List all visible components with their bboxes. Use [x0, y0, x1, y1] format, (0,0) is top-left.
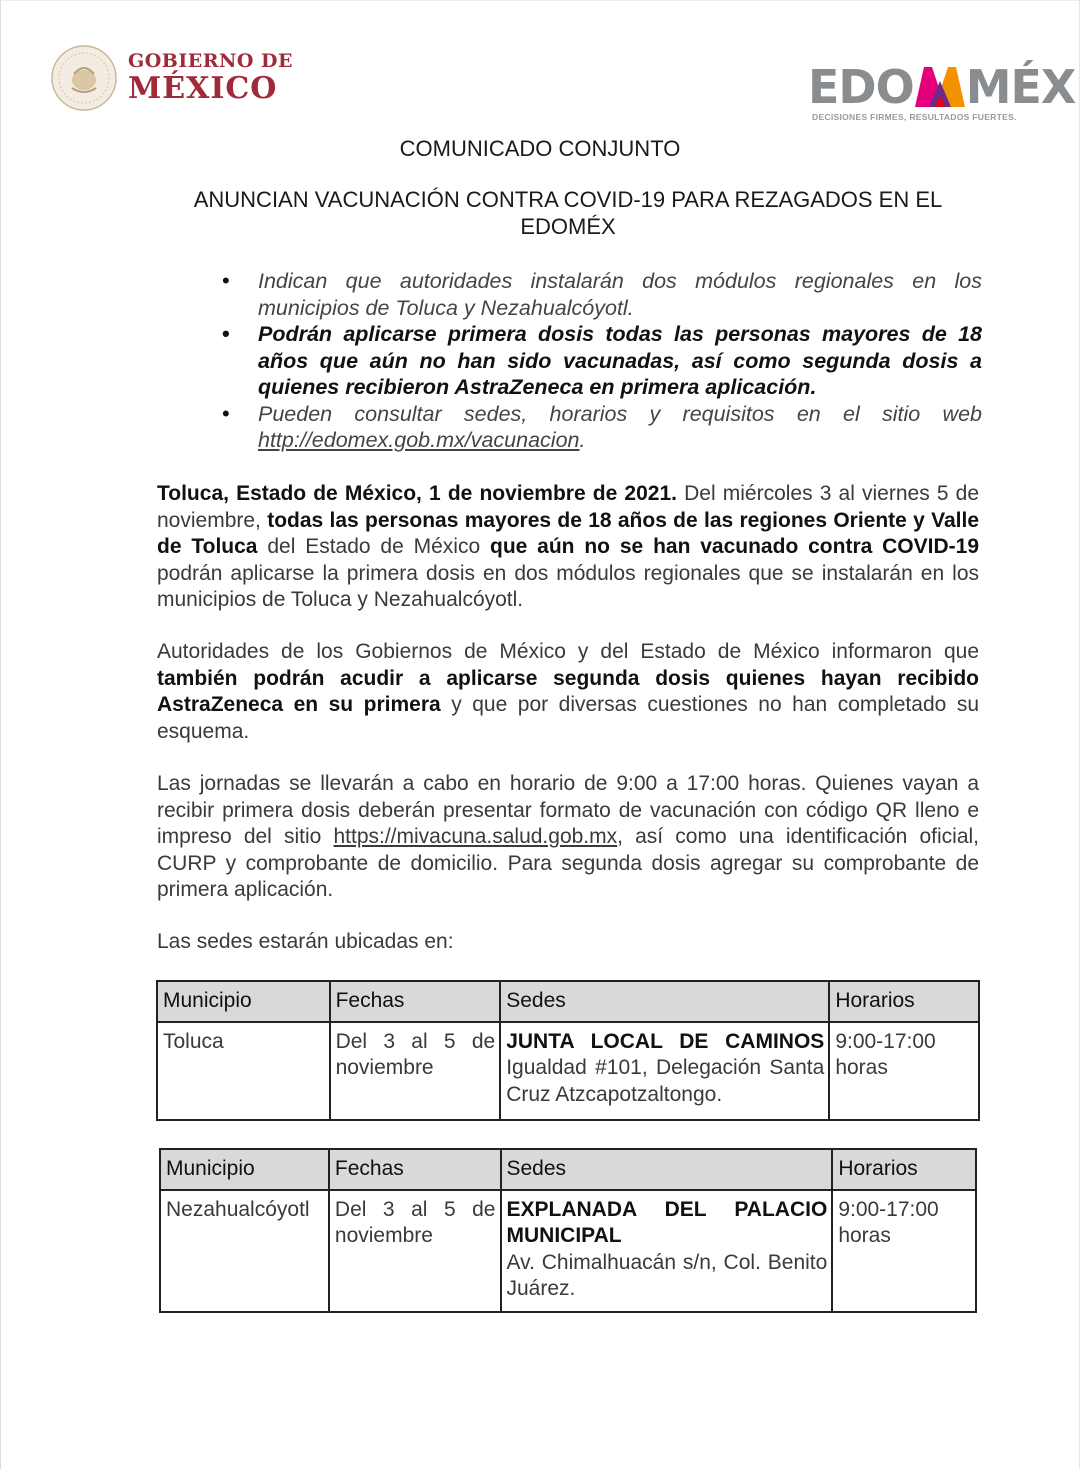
- header-municipio: Municipio: [160, 1149, 329, 1190]
- table-row: [157, 1022, 979, 1120]
- table-header-row: [157, 981, 979, 1022]
- p1-bold-5: que aún no se han vacunado contra COVID-19: [490, 535, 979, 558]
- dateline: Toluca, Estado de México, 1 de noviembre de 2021.: [157, 482, 677, 505]
- header-fechas: Fechas: [330, 981, 501, 1022]
- paragraph-sedes-intro: Las sedes estarán ubicadas en:: [157, 930, 454, 953]
- paragraph-requisitos: [157, 771, 979, 904]
- cell-sede: [501, 1190, 833, 1312]
- p3-text-2: , así como una identificación oficial, CURP y comprobante de domicilio. Para segunda dosis agregar su comprobante de primera aplicación.: [157, 825, 980, 901]
- header-sedes: Sedes: [500, 981, 829, 1022]
- cell-sede: [500, 1022, 829, 1120]
- gobierno-de-mexico-logo: [50, 44, 293, 120]
- page-title: ANUNCIAN VACUNACIÓN CONTRA COVID-19 PARA REZAGADOS EN EL EDOMÉX: [193, 187, 943, 239]
- p1-text-6: podrán aplicarse la primera dosis en dos módulos regionales que se instalarán en los municipios de Toluca y Nezahualcóyotl.: [157, 561, 979, 611]
- header-municipio: Municipio: [157, 981, 330, 1022]
- cell-municipio: Toluca: [157, 1022, 330, 1120]
- paragraph-segunda-dosis: [157, 639, 979, 745]
- edomex-word-edo: EDO: [808, 60, 914, 114]
- sede-name: JUNTA LOCAL DE CAMINOS: [506, 1029, 825, 1053]
- sede-name: EXPLANADA DEL PALACIO MUNICIPAL: [506, 1197, 828, 1247]
- p1-bold-3: todas las personas mayores de 18 años de las regiones Oriente y Valle de Toluca: [157, 508, 980, 558]
- mivacuna-link[interactable]: https://mivacuna.salud.gob.mx: [333, 825, 618, 848]
- cell-horario: 9:00-17:00 horas: [832, 1190, 976, 1312]
- gobierno-de-text: GOBIERNO DE: [128, 50, 293, 72]
- national-seal-icon: [50, 44, 118, 112]
- p1-text-4: del Estado de México: [257, 535, 490, 558]
- cell-fechas: Del 3 al 5 de noviembre: [330, 1022, 501, 1120]
- table-header-row: [160, 1149, 976, 1190]
- bullet-consulta-end: .: [579, 428, 586, 452]
- bullet-consulta-text: Pueden consultar sedes, horarios y requisitos en el sitio web: [258, 401, 982, 426]
- header-horarios: Horarios: [832, 1149, 976, 1190]
- cell-municipio: Nezahualcóyotl: [160, 1190, 329, 1312]
- edomex-tagline: DECISIONES FIRMES, RESULTADOS FUERTES.: [812, 112, 1017, 122]
- header-sedes: Sedes: [501, 1149, 833, 1190]
- cell-horario: 9:00-17:00 horas: [829, 1022, 979, 1120]
- p1-text-2: Del miércoles 3 al viernes 5 de noviembre,: [157, 482, 980, 532]
- edomex-word-mex: MÉX: [965, 60, 1076, 114]
- p2-text-3: y que por diversas cuestiones no han completado su esquema.: [157, 693, 979, 743]
- p2-bold-2: también podrán acudir a aplicarse segunda dosis quienes hayan recibido AstraZeneca en su primera: [157, 666, 979, 716]
- sede-address: Av. Chimalhuacán s/n, Col. Benito Juárez.: [506, 1250, 828, 1300]
- header-horarios: Horarios: [829, 981, 979, 1022]
- edomex-logo: [808, 60, 1076, 126]
- paragraph-intro: [157, 481, 979, 614]
- header-fechas: Fechas: [329, 1149, 501, 1190]
- mexico-text: MÉXICO: [128, 71, 278, 106]
- cell-fechas: Del 3 al 5 de noviembre: [329, 1190, 501, 1312]
- bullet-modulos: • Indican que autoridades instalarán dos módulos regionales en los municipios de Toluca y Nezahualcóyotl.: [222, 268, 982, 321]
- p3-text-1: Las jornadas se llevarán a cabo en horario de 9:00 a 17:00 horas. Quienes vayan a recibir primera dosis deberán presentar formato de vacunación con código QR lleno e impreso del sitio: [157, 772, 979, 848]
- summary-bullets: [222, 268, 982, 454]
- bullet-primera-dosis: • Podrán aplicarse primera dosis todas las personas mayores de 18 años que aún no han sido vacunadas, así como segunda dosis a quienes recibieron AstraZeneca en primera aplicación.: [222, 321, 982, 401]
- p2-text-1: Autoridades de los Gobiernos de México y del Estado de México informaron que: [157, 640, 979, 663]
- sedes-table-nezahualcoyotl: [159, 1148, 977, 1313]
- sede-address: Igualdad #101, Delegación Santa Cruz Atzcapotzaltongo.: [506, 1056, 825, 1106]
- vacunacion-link[interactable]: http://edomex.gob.mx/vacunacion: [258, 428, 580, 452]
- edomex-colorful-m-icon: [915, 67, 965, 107]
- comunicado-heading: COMUNICADO CONJUNTO: [399, 136, 681, 161]
- sedes-table-toluca: [156, 980, 980, 1121]
- table-row: [160, 1190, 976, 1312]
- bullet-consulta: [222, 401, 982, 454]
